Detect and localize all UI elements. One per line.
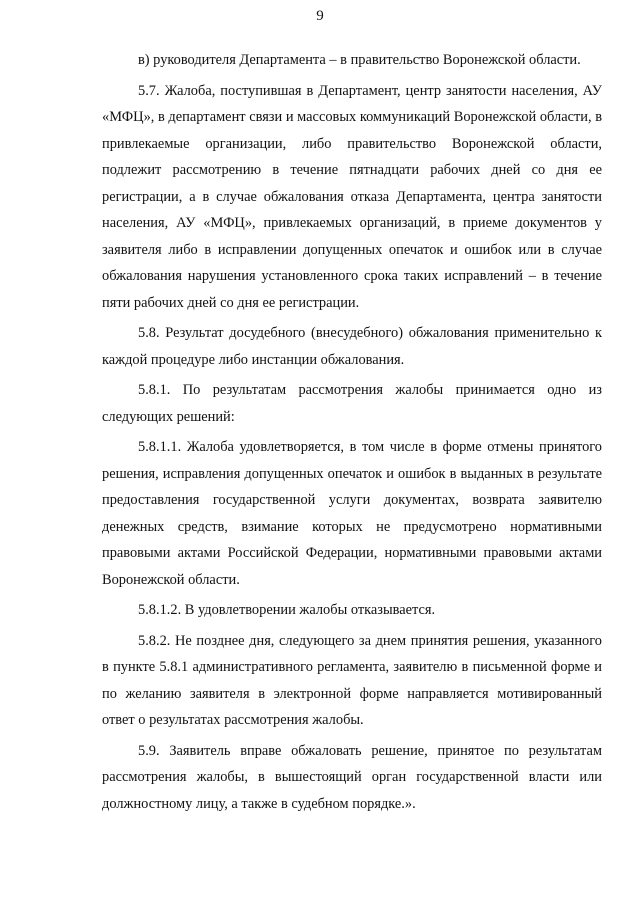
paragraph-5-6-c: в) руководителя Департамента – в правительство Воронежской области. — [138, 52, 581, 68]
paragraph-5-8-1-2: 5.8.1.2. В удовлетворении жалобы отказывается. — [138, 602, 436, 618]
paragraph-5-8-1-1: 5.8.1.1. Жалоба удовлетворяется, в том числе в форме отмены принятого решения, исправления допущенных опечаток и ошибок в выданных в результате предоставления государственной услуги документах, возврата заявителю денежных средств, взимание которых не предусмотрено нормативными правовыми актами Российской Федерации, нормативными правовыми актами Воронежской области. — [102, 439, 602, 588]
paragraph-5-8-2: 5.8.2. Не позднее дня, следующего за днем принятия решения, указанного в пункте 5.8.1 административного регламента, заявителю в письменной форме и по желанию заявителя в электронной форме направляется мотивированный ответ о результатах рассмотрения жалобы. — [102, 632, 602, 728]
paragraph-5-8-1: 5.8.1. По результатам рассмотрения жалобы принимается одно из следующих решений: — [102, 382, 602, 425]
document-body — [102, 47, 602, 817]
page-number: 9 — [316, 8, 324, 24]
paragraph-5-8: 5.8. Результат досудебного (внесудебного) обжалования применительно к каждой процедуре либо инстанции обжалования. — [102, 325, 602, 368]
paragraph-5-7: 5.7. Жалоба, поступившая в Департамент, центр занятости населения, АУ «МФЦ», в департамент связи и массовых коммуникаций Воронежской области, в привлекаемые организации, либо правительство Воронежской области, подлежит рассмотрению в течение пятнадцати рабочих дней со дня ее регистрации, а в случае обжалования отказа Департамента, центра занятости населения, АУ «МФЦ», привлекаемых организаций, в приеме документов у заявителя либо в исправлении допущенных опечаток и ошибок или в случае обжалования нарушения установленного срока таких исправлений – в течение пяти рабочих дней со дня ее регистрации. — [102, 82, 602, 311]
paragraph-5-9: 5.9. Заявитель вправе обжаловать решение, принятое по результатам рассмотрения жалобы, в вышестоящий орган государственной власти или должностному лицу, а также в судебном порядке.». — [102, 742, 602, 812]
